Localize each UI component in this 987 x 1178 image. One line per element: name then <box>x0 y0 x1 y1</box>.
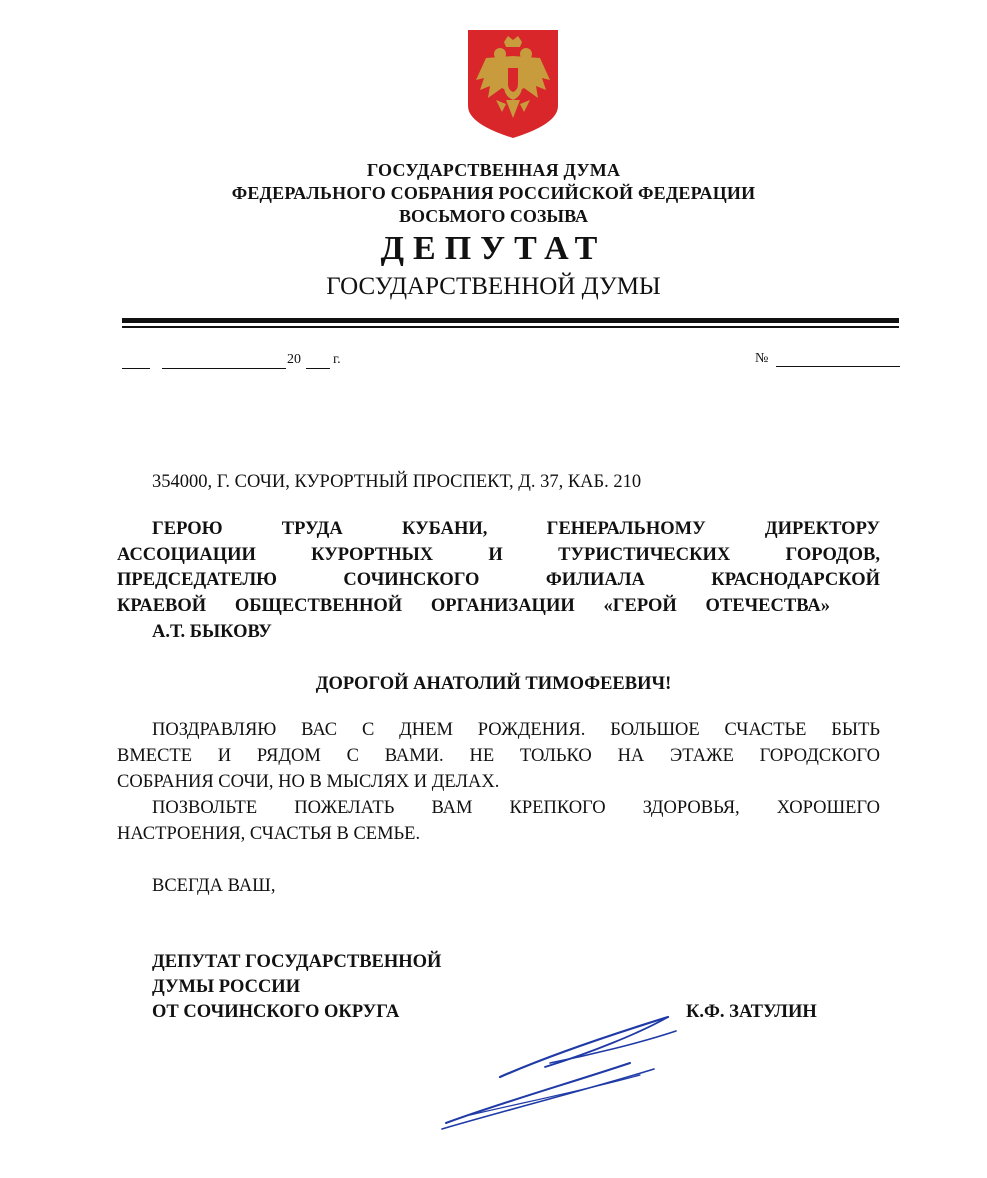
document-number-label: № <box>755 351 769 366</box>
closing: ВСЕГДА ВАШ, <box>152 876 276 896</box>
header-rule-thick <box>122 318 899 323</box>
body-paragraph1-line2: ВМЕСТЕ И РЯДОМ С ВАМИ. НЕ ТОЛЬКО НА ЭТАЖЕ ГОРОДСКОГО <box>117 746 880 766</box>
recipient-name: А.Т. БЫКОВУ <box>152 622 272 642</box>
signatory-title-line3: ОТ СОЧИНСКОГО ОКРУГА <box>152 1002 400 1022</box>
body-paragraph2-line1: ПОЗВОЛЬТЕ ПОЖЕЛАТЬ ВАМ КРЕПКОГО ЗДОРОВЬЯ, ХОРОШЕГО <box>152 798 880 818</box>
signatory-title-line2: ДУМЫ РОССИИ <box>152 977 301 997</box>
recipient-line1: ГЕРОЮ ТРУДА КУБАНИ, ГЕНЕРАЛЬНОМУ ДИРЕКТОРУ <box>152 519 880 539</box>
signatory-title-line1: ДЕПУТАТ ГОСУДАРСТВЕННОЙ <box>152 952 442 972</box>
header-rule-thin <box>122 326 899 328</box>
date-year-suffix: г. <box>333 352 341 367</box>
header-organization-line2: ФЕДЕРАЛЬНОГО СОБРАНИЯ РОССИЙСКОЙ ФЕДЕРАЦИИ <box>231 183 756 203</box>
body-paragraph1-line3: СОБРАНИЯ СОЧИ, НО В МЫСЛЯХ И ДЕЛАХ. <box>117 772 500 792</box>
signatory-name: К.Ф. ЗАТУЛИН <box>686 1002 817 1022</box>
handwritten-signature <box>440 1005 710 1135</box>
recipient-line2: АССОЦИАЦИИ КУРОРТНЫХ И ТУРИСТИЧЕСКИХ ГОРОДОВ, <box>117 545 880 565</box>
letterhead-title: ДЕПУТАТ <box>380 230 607 267</box>
date-day-blank <box>122 368 150 369</box>
date-year-prefix: 20 <box>287 352 301 367</box>
date-month-blank <box>162 368 286 369</box>
body-paragraph1-line1: ПОЗДРАВЛЯЮ ВАС С ДНЕМ РОЖДЕНИЯ. БОЛЬШОЕ СЧАСТЬЕ БЫТЬ <box>152 720 880 740</box>
letterhead-subtitle: ГОСУДАРСТВЕННОЙ ДУМЫ <box>326 273 661 300</box>
header-convocation: ВОСЬМОГО СОЗЫВА <box>399 206 588 226</box>
document-number-blank <box>776 366 900 367</box>
header-organization-line1: ГОСУДАРСТВЕННАЯ ДУМА <box>366 160 621 180</box>
greeting: ДОРОГОЙ АНАТОЛИЙ ТИМОФЕЕВИЧ! <box>315 674 672 694</box>
coat-of-arms-emblem <box>466 28 560 140</box>
date-year-blank <box>306 368 330 369</box>
body-paragraph2-line2: НАСТРОЕНИЯ, СЧАСТЬЯ В СЕМЬЕ. <box>117 824 421 844</box>
recipient-line3: ПРЕДСЕДАТЕЛЮ СОЧИНСКОГО ФИЛИАЛА КРАСНОДАРСКОЙ <box>117 570 880 590</box>
recipient-address: 354000, Г. СОЧИ, КУРОРТНЫЙ ПРОСПЕКТ, Д. 37, КАБ. 210 <box>152 472 642 492</box>
recipient-line4: КРАЕВОЙ ОБЩЕСТВЕННОЙ ОРГАНИЗАЦИИ «ГЕРОЙ ОТЕЧЕСТВА» <box>117 596 830 616</box>
